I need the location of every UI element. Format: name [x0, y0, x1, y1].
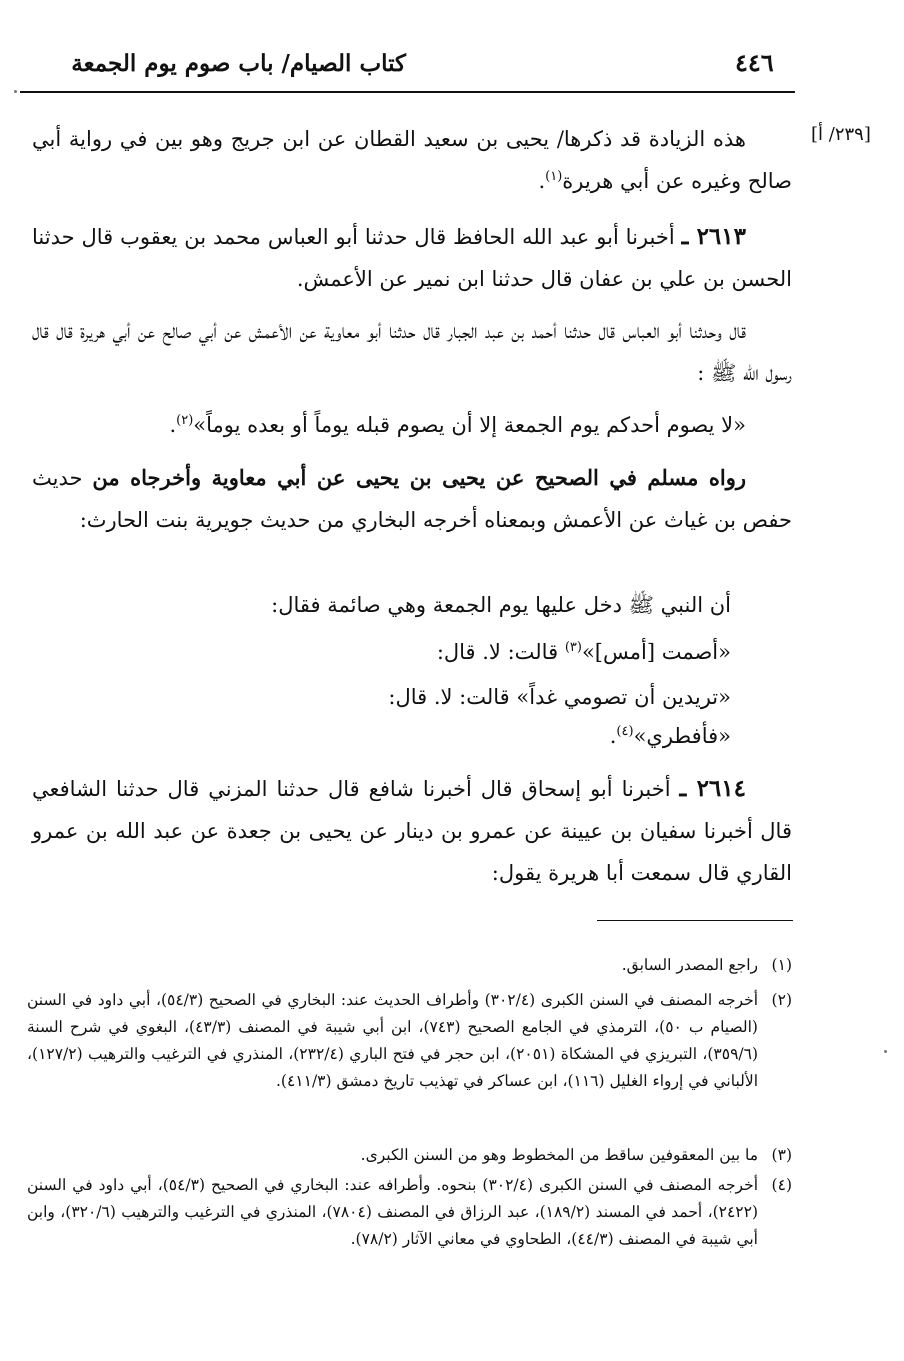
footnote-1-text: راجع المصدر السابق. — [621, 956, 758, 974]
footnote-3-number: (٣) — [771, 1146, 792, 1164]
hadith-text-quote — [32, 404, 792, 446]
dialogue-3-end: . — [609, 724, 617, 748]
hadith-number-2614: ٢٦١٤ ـ — [679, 775, 746, 802]
hadith-quote-end: . — [169, 413, 177, 437]
footnote-1-number: (١) — [771, 956, 792, 974]
dialogue-line-1 — [437, 640, 731, 664]
scan-speck — [14, 90, 17, 93]
narration-line: أن النبي ﷺ دخل عليها يوم الجمعة وهي صائمة فقال: — [271, 593, 731, 617]
hadith-2614 — [32, 768, 792, 894]
takhrij-rest-text: حديث حفص بن غياث عن الأعمش وبمعناه أخرجه البخاري من حديث جويرية بنت الحارث: — [32, 466, 792, 532]
running-header-title: كتاب الصيام/ باب صوم يوم الجمعة — [71, 50, 406, 77]
paragraph-chain-text: قال وحدثنا أبو العباس قال حدثنا أحمد بن عبد الجبار قال حدثنا أبو معاوية عن الأعمش عن أبي صالح عن أبي هريرة قال قال رسول الله ﷺ : — [32, 319, 792, 385]
footnote-4-number: (٤) — [771, 1176, 792, 1194]
footnote-4 — [27, 1172, 792, 1253]
footnote-2-text: أخرجه المصنف في السنن الكبرى (٣٠٢/٤) وأطراف الحديث عند: البخاري في الصحيح (٥٤/٣)، أبي داود في السنن (الصيام ب ٥٠)، الترمذي في الجامع الصحيح (٧٤٣)، ابن أبي شيبة في المصنف (٤٣/٣)، البغوي في شرح السنة (٣٥٩/٦)، التبريزي في المشكاة (٢٠٥١)، ابن حجر في فتح الباري (٢٣٢/٤)، المنذري في الترغيب والترهيب (١٢٧/٢)، الألباني في إرواء الغليل (١١٦)، ابن عساكر في تهذيب تاريخ دمشق (٤١١/٣). — [27, 991, 759, 1090]
footnote-ref-1: (١) — [545, 169, 563, 184]
footnote-4-text: أخرجه المصنف في السنن الكبرى (٣٠٢/٤) بنحوه. وأطرافه عند: البخاري في الصحيح (٥٤/٣)، أبي داود في السنن (٢٤٢٢)، أحمد في المسند (١٨٩/٢)، عبد الرزاق في المصنف (٧٨٠٤)، المنذري في الترغيب والترهيب (٣٢٠/٦)، وابن أبي شيبة في المصنف (٤٤/٣)، الطحاوي في معاني الآثار (٧٨/٢). — [27, 1176, 758, 1248]
hadith-2614-text: أخبرنا أبو إسحاق قال أخبرنا شافع قال حدثنا المزني قال حدثنا الشافعي قال أخبرنا سفيان بن عيينة عن عمرو بن دينار عن يحيى بن جعدة عن عبد الله بن عمرو القاري قال سمعت أبا هريرة يقول: — [32, 777, 792, 885]
paragraph-intro — [32, 118, 792, 202]
footnote-ref-4: (٤) — [616, 724, 634, 739]
dialogue-3-quote: «فأفطري» — [633, 724, 731, 748]
footnote-3-text: ما بين المعقوفين ساقط من المخطوط وهو من السنن الكبرى. — [360, 1146, 758, 1164]
paragraph-takhrij — [32, 457, 792, 541]
footnote-ref-2: (٢) — [176, 413, 194, 428]
paragraph-chain — [32, 310, 792, 394]
hadith-quote-text: «لا يصوم أحدكم يوم الجمعة إلا أن يصوم قبله يوماً أو بعده يوماً» — [193, 413, 746, 437]
hadith-2613-text: أخبرنا أبو عبد الله الحافظ قال حدثنا أبو العباس محمد بن يعقوب قال حدثنا الحسن بن علي بن عفان قال حدثنا ابن نمير عن الأعمش. — [32, 225, 792, 291]
footnote-2-number: (٢) — [771, 991, 792, 1009]
footnote-separator — [597, 920, 793, 921]
footnote-1 — [27, 952, 792, 979]
page-number: ٤٤٦ — [735, 48, 774, 77]
hadith-number-2613: ٢٦١٣ ـ — [681, 223, 746, 250]
paragraph-intro-end: . — [538, 169, 546, 193]
dialogue-1-quote: «أصمت [أمس]» — [581, 640, 731, 664]
header-rule — [20, 91, 795, 93]
footnote-3 — [27, 1142, 792, 1169]
dialogue-1-reply: قالت: لا. قال: — [436, 640, 559, 664]
dialogue-line-3 — [610, 724, 731, 748]
paragraph-intro-text: هذه الزيادة قد ذكرها/ يحيى بن سعيد القطان عن ابن جريج وهو بين في رواية أبي صالح وغيره عن أبي هريرة — [32, 127, 792, 193]
manuscript-folio-marker: [٢٣٩/ أ] — [811, 124, 871, 145]
hadith-2613 — [32, 216, 792, 300]
footnote-ref-3: (٣) — [564, 640, 582, 655]
footnote-2 — [27, 987, 792, 1095]
dialogue-line-2: «تريدين أن تصومي غداً» قالت: لا. قال: — [388, 685, 731, 709]
scan-speck — [884, 1050, 887, 1053]
takhrij-bold-text: رواه مسلم في الصحيح عن يحيى بن يحيى عن أبي معاوية وأخرجاه من — [92, 465, 746, 490]
